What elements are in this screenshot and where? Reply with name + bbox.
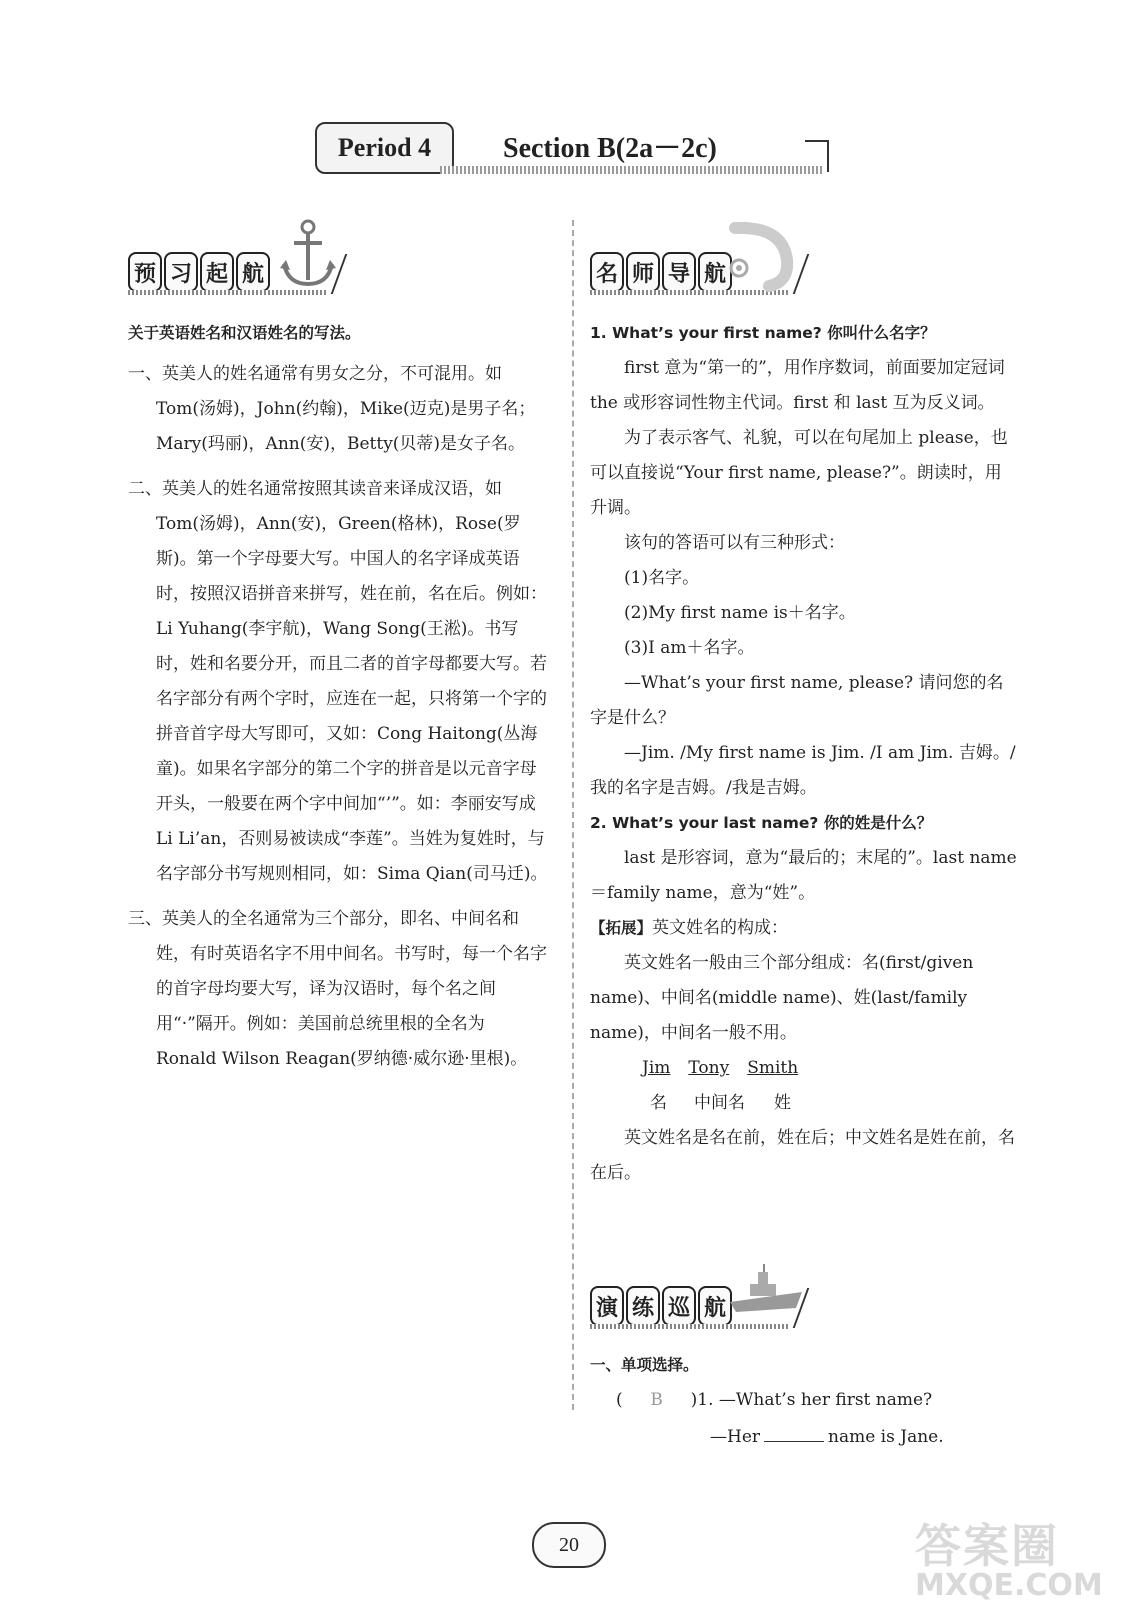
exercise-section	[590, 1340, 1020, 1456]
extension-text: 英文姓名的构成：	[652, 918, 789, 938]
compass-swirl-icon	[725, 220, 795, 292]
explanation: 英文姓名一般由三个部分组成：名(first/given name)、中间名(middle name)、姓(last/family name)，中间名一般不用。	[590, 953, 974, 1043]
paren-open: (	[616, 1390, 623, 1410]
reply-end: name is Jane.	[828, 1427, 944, 1447]
badge-teacher-guide	[590, 242, 830, 298]
point-heading: 2. What’s your last name? 你的姓是什么？	[590, 814, 933, 832]
name-part: Jim	[642, 1058, 671, 1078]
anchor-icon	[278, 218, 338, 292]
extension-label: 【拓展】	[590, 919, 653, 937]
answer-form: (1)名字。	[624, 568, 700, 588]
name-label: 中间名	[694, 1093, 745, 1113]
badge-char: 航	[698, 252, 732, 292]
example-sentence: —Jim. /My first name is Jim. /I am Jim. 吉姆。/我的名字是吉姆。/我是吉姆。	[590, 743, 1016, 798]
badge-char: 师	[626, 252, 660, 292]
badge-char: 名	[590, 252, 624, 292]
badge-char: 航	[698, 1286, 732, 1326]
badge-underline	[590, 1324, 790, 1329]
rule-paragraph: 一、英美人的姓名通常有男女之分，不可混用。如Tom(汤姆)，John(约翰)，Mike(迈克)是男子名；Mary(玛丽)，Ann(安)，Betty(贝蒂)是女子名。	[128, 364, 536, 454]
preview-intro: 关于英语姓名和汉语姓名的写法。	[128, 324, 361, 342]
badge-char: 预	[128, 252, 162, 292]
badge-practice	[590, 1276, 830, 1332]
name-part: Smith	[747, 1058, 799, 1078]
badge-char: 导	[662, 252, 696, 292]
exercise-heading: 一、单项选择。	[590, 1356, 699, 1374]
watermark-url: MXQE.COM	[915, 1568, 1103, 1603]
header-corner-mark	[805, 140, 829, 172]
badge-char: 练	[626, 1286, 660, 1326]
explanation: last 是形容词，意为“最后的；末尾的”。last name＝family name，意为“姓”。	[590, 848, 1017, 903]
example-sentence: —What’s your first name, please? 请问您的名字是什么？	[590, 673, 1004, 728]
rule-paragraph: 三、英美人的全名通常为三个部分，即名、中间名和姓，有时英语名字不用中间名。书写时，每一个名字的首字母均要大写，译为汉语时，每个名之间用“·”隔开。例如：美国前总统里根的全名为 Ronald Wilson Reagan(罗纳德·威尔逊·里根)。	[128, 909, 547, 1069]
page-number: 20	[532, 1522, 606, 1568]
name-example	[590, 1051, 1018, 1086]
period-label: Period 4	[315, 122, 454, 174]
question-1-reply	[590, 1418, 1020, 1456]
header-underline	[440, 166, 822, 174]
badge-char: 习	[164, 252, 198, 292]
watermark-logo	[915, 1510, 1125, 1603]
left-column	[128, 316, 548, 1077]
badge-char: 演	[590, 1286, 624, 1326]
question-text: )1. —What’s her first name?	[690, 1390, 933, 1410]
name-label: 姓	[774, 1093, 791, 1113]
badge-char: 航	[236, 252, 270, 292]
badge-preview	[128, 242, 368, 298]
column-divider	[572, 220, 574, 1410]
explanation: 该句的答语可以有三种形式：	[624, 533, 845, 553]
page-header	[315, 118, 835, 180]
name-part: Tony	[688, 1058, 730, 1078]
section-title: Section B(2a－2c)	[503, 133, 717, 164]
badge-char: 起	[200, 252, 234, 292]
explanation: first 意为“第一的”，用作序数词，前面要加定冠词 the 或形容词性物主代词。first 和 last 互为反义词。	[590, 358, 1005, 413]
badge-char: 巡	[662, 1286, 696, 1326]
answer-slot[interactable]: B	[650, 1390, 663, 1410]
fill-blank[interactable]	[764, 1441, 824, 1442]
right-column	[590, 316, 1018, 1191]
name-label: 名	[650, 1093, 667, 1113]
explanation: 英文姓名是名在前，姓在后；中文姓名是姓在前，名在后。	[590, 1128, 1015, 1183]
rule-paragraph: 二、英美人的姓名通常按照其读音来译成汉语，如Tom(汤姆)，Ann(安)，Green(格林)，Rose(罗斯)。第一个字母要大写。中国人的名字译成英语时，按照汉语拼音来拼写，姓在前，名在后。例如：Li Yuhang(李宇航)，Wang Song(王淞)。书写时，姓和名要分开，而且二者的首字母都要大写。若名字部分有两个字时，应连在一起，只将第一个字的拼音首字母大写即可，又如：Cong Haitong(丛海童)。如果名字部分的第二个字的拼音是以元音字母开头，一般要在两个字中间加“’”。如：李丽安写成 Li Li’an，否则易被读成“李莲”。当姓为复姓时，与名字部分书写规则相同，如：Sima Qian(司马迁)。	[128, 479, 548, 884]
ship-icon	[726, 1262, 806, 1318]
name-labels	[590, 1086, 1018, 1121]
question-1	[590, 1383, 1020, 1418]
answer-form: (3)I am＋名字。	[624, 638, 755, 658]
watermark-text: 答案圈	[915, 1519, 1059, 1573]
point-heading: 1. What’s your first name? 你叫什么名字？	[590, 324, 936, 342]
reply-start: —Her	[710, 1427, 761, 1447]
explanation: 为了表示客气、礼貌，可以在句尾加上 please，也可以直接说“Your first name, please?”。朗读时，用升调。	[590, 428, 1008, 518]
extension-line	[590, 911, 1018, 946]
answer-form: (2)My first name is＋名字。	[624, 603, 856, 623]
